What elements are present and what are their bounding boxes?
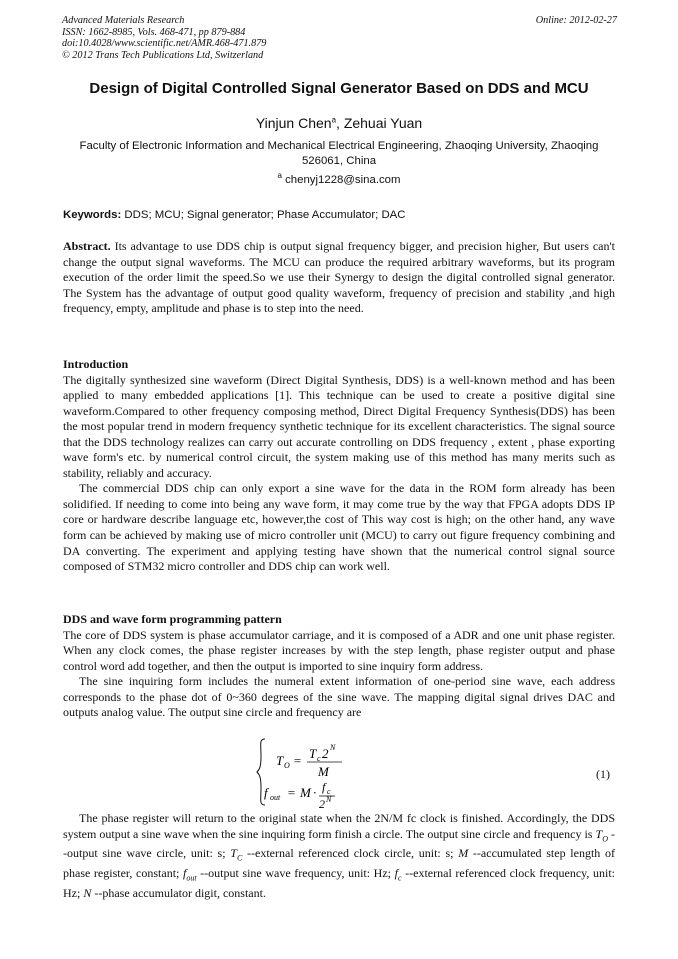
dds-p3-part-b: --output sine wave circle, unit: s; bbox=[63, 826, 616, 861]
keywords-text: DDS; MCU; Signal generator; Phase Accumulator; DAC bbox=[124, 209, 406, 221]
keywords-label: Keywords: bbox=[63, 209, 122, 221]
keywords bbox=[63, 209, 618, 221]
svg-text:=: = bbox=[287, 785, 296, 800]
svg-text:=: = bbox=[293, 753, 302, 768]
svg-text:out: out bbox=[270, 793, 281, 802]
svg-text:·: · bbox=[313, 785, 317, 800]
authors bbox=[0, 115, 678, 131]
affiliation: Faculty of Electronic Information and Mechanical Electrical Engineering, Zhaoqing University, Zhaoqing 526061, China bbox=[79, 140, 599, 167]
journal-name: Advanced Materials Research bbox=[62, 15, 185, 26]
abstract bbox=[63, 239, 615, 317]
equation-1 bbox=[256, 736, 616, 808]
dds-paragraph-1: The core of DDS system is phase accumulator carriage, and it is composed of a ADR and one unit phase register. When any clock comes, the phase register increases by with the step length, phase register output and phase control word add together, and then the output is imported to sine inquiry form address. bbox=[63, 627, 615, 673]
svg-text:T: T bbox=[309, 746, 317, 761]
svg-text:c: c bbox=[317, 754, 321, 763]
dds-heading: DDS and wave form programming pattern bbox=[63, 612, 282, 626]
author-1-affil-mark: a bbox=[331, 115, 337, 125]
svg-text:c: c bbox=[327, 787, 331, 796]
svg-text:N: N bbox=[330, 743, 336, 752]
dds-p3-part-f: --external referenced clock frequency, unit: Hz; bbox=[63, 866, 615, 901]
issn-line: ISSN: 1662-8985, Vols. 468-471, pp 879-884 bbox=[62, 26, 246, 38]
author-1: Yinjun Chen bbox=[255, 115, 332, 131]
symbol-to: $T_O$ bbox=[595, 826, 608, 843]
symbol-fout: $f_{out}$ bbox=[182, 866, 197, 883]
online-date: Online: 2012-02-27 bbox=[535, 15, 617, 26]
equation-number: (1) bbox=[596, 767, 610, 781]
svg-text:f: f bbox=[322, 780, 326, 794]
dds-p3-part-e: --output sine wave frequency, unit: Hz; bbox=[196, 866, 395, 881]
svg-text:2: 2 bbox=[322, 746, 329, 761]
email-address[interactable]: chenyj1228@sina.com bbox=[285, 174, 401, 186]
introduction-paragraph-2: The commercial DDS chip can only export a sine wave for the data in the ROM form already has been solidified. If needing to come into being any wave form, it may come true by the way that FPGA adopts DDS IP core or hardware describe language etc, however,the cost of This way cost is high; on the other hand, any wave form can be achieved by making use of micro controller unit (MCU) to carry out figure frequency combining and DA converting. The experiment and applying testing have shown that the numerical control signal source composed of STM32 micro controller and DDS chip can work well. bbox=[63, 481, 615, 574]
introduction-heading: Introduction bbox=[63, 357, 129, 371]
introduction-paragraph-1: The digitally synthesized sine waveform (Direct Digital Synthesis, DDS) is a well-known method and has been applied to many embedded applications [1]. This technique can be used to create a positive digital sine waveform.Compared to other frequency composing method, Direct Digital Frequency Synthesis(DDS) has been the most popular trend in modern frequency synthetic technique for its excellent characteristics. The signal source that the DDS technology realizes can carry out accurate controlling on DDS frequency , extent , phase exporting wave form's etc. by numerical control circuit, the system making use of this method has many merits such as stability, reliably and accuracy. bbox=[63, 372, 615, 480]
svg-text:f: f bbox=[264, 785, 268, 800]
paper-title: Design of Digital Controlled Signal Generator Based on DDS and MCU bbox=[89, 80, 589, 97]
email-mark: a bbox=[277, 171, 282, 181]
copyright-line: © 2012 Trans Tech Publications Ltd, Switzerland bbox=[62, 49, 264, 61]
svg-text:M: M bbox=[318, 764, 329, 779]
svg-text:O: O bbox=[284, 761, 290, 770]
introduction-section bbox=[63, 357, 615, 575]
abstract-text: Its advantage to use DDS chip is output signal frequency bigger, and precision higher, But users can't change the output signal waveforms. The MCU can produce the required arbitrary waveforms, but its program execution of the order limit the speed.So we use their Synergy to design the digital controlled signal generator. The System has the advantage of output good quality waveform, frequency of precision and stability ,and high frequency, empty, amplitude and phase is to step into the need. bbox=[63, 239, 615, 316]
svg-text:N: N bbox=[326, 795, 332, 804]
svg-text:T: T bbox=[276, 753, 284, 768]
symbol-m: M bbox=[458, 846, 469, 861]
doi-line: doi:10.4028/www.scientific.net/AMR.468-471.879 bbox=[62, 38, 267, 50]
dds-paragraph-2: The sine inquiring form includes the numeral extent information of one-period sine wave, each address corresponds to the phase dot of 0~360 degrees of the sine wave. The mapping digital signal drives DAC and outputs analog value. The output sine circle and frequency are bbox=[63, 674, 615, 720]
dds-p3-part-a: The phase register will return to the original state when the 2N/M fc clock is finished. Accordingly, the DDS system output a sine wave when the sine inquiring form finish a circle. The output sine circle and frequency is bbox=[63, 811, 615, 841]
author-separator: , bbox=[336, 115, 344, 131]
running-header bbox=[62, 15, 617, 61]
dds-p3-part-c: --external referenced clock circle, unit: s; bbox=[242, 846, 459, 861]
abstract-label: Abstract. bbox=[63, 239, 111, 253]
svg-text:2: 2 bbox=[319, 797, 325, 808]
dds-p3-part-g: --phase accumulator digit, constant. bbox=[91, 886, 266, 901]
dds-p3-part-d: --accumulated step length of phase register, constant; bbox=[63, 846, 616, 881]
symbol-n: N bbox=[83, 886, 92, 901]
author-2: Zehuai Yuan bbox=[343, 115, 423, 131]
email-line bbox=[0, 171, 678, 186]
dds-paragraph-3 bbox=[63, 811, 615, 902]
symbol-tc: $T_C$ bbox=[230, 846, 243, 863]
dds-section bbox=[63, 612, 615, 721]
symbol-fc: $f_c$ bbox=[394, 866, 402, 883]
svg-text:M: M bbox=[300, 785, 311, 800]
